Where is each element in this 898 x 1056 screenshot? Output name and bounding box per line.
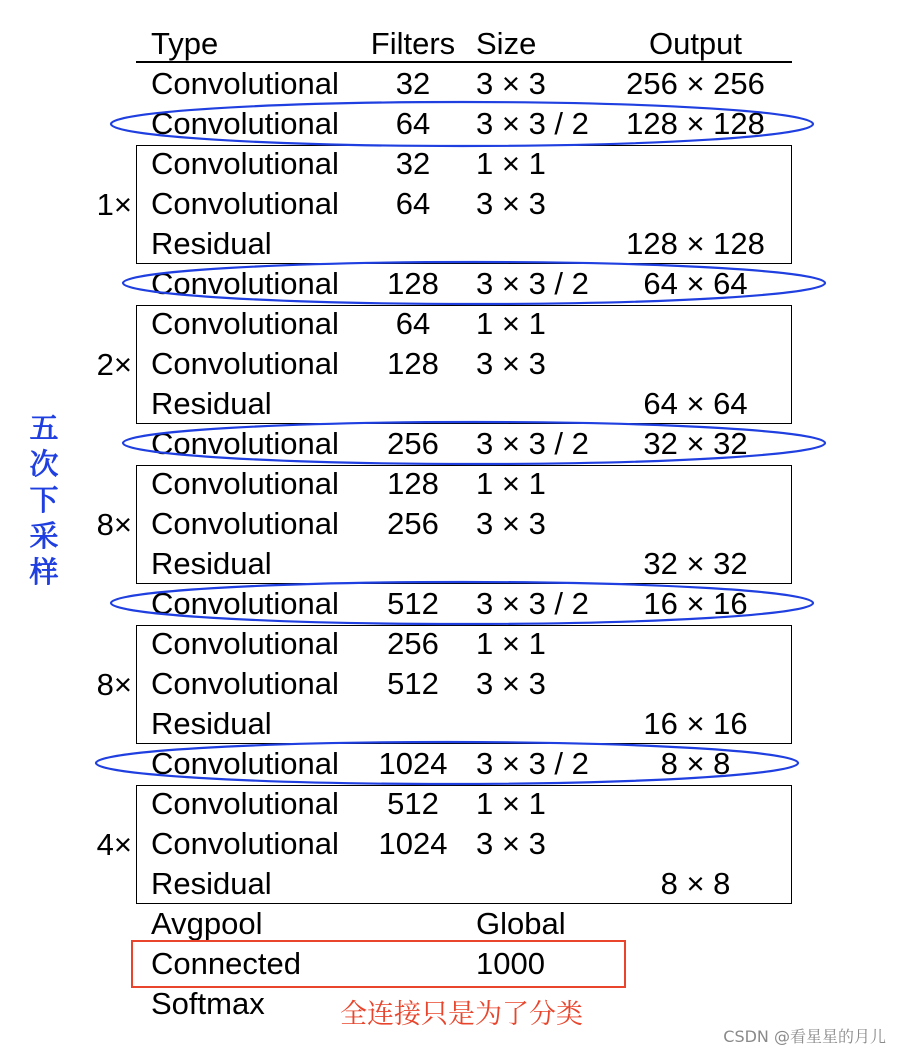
cell-size: 3 × 3 bbox=[476, 66, 546, 101]
cell-filters: 32 bbox=[395, 66, 431, 101]
cell-output: 16 × 16 bbox=[643, 586, 748, 621]
cell-type: Convolutional bbox=[151, 266, 339, 301]
cell-type: Convolutional bbox=[151, 786, 339, 821]
cell-output: 16 × 16 bbox=[643, 706, 748, 741]
cell-size: 3 × 3 / 2 bbox=[476, 426, 589, 461]
cell-filters: 1024 bbox=[378, 826, 448, 861]
cell-filters: 64 bbox=[395, 306, 431, 341]
block-multiplier: 2× bbox=[96, 347, 132, 382]
side-label bbox=[24, 410, 64, 590]
cell-filters: 128 bbox=[387, 346, 439, 381]
block-multiplier: 8× bbox=[96, 507, 132, 542]
cell-output: 32 × 32 bbox=[643, 426, 748, 461]
cell-filters: 256 bbox=[387, 426, 439, 461]
cell-size: 1 × 1 bbox=[476, 466, 546, 501]
cell-filters: 64 bbox=[395, 106, 431, 141]
downsample-ellipse bbox=[96, 742, 798, 784]
header-type: Type bbox=[151, 26, 219, 61]
cell-size: 3 × 3 bbox=[476, 186, 546, 221]
cell-filters: 32 bbox=[395, 146, 431, 181]
cell-size: 3 × 3 bbox=[476, 666, 546, 701]
cell-type: Convolutional bbox=[151, 346, 339, 381]
watermark: CSDN @看星星的月儿 bbox=[723, 1027, 886, 1046]
cell-size: Global bbox=[476, 906, 566, 941]
cell-type: Convolutional bbox=[151, 306, 339, 341]
side-label-char: 下 bbox=[29, 483, 59, 517]
cell-filters: 512 bbox=[387, 586, 439, 621]
cell-output: 8 × 8 bbox=[660, 746, 731, 781]
cell-type: Convolutional bbox=[151, 506, 339, 541]
header-output: Output bbox=[648, 26, 743, 61]
cell-size: 1 × 1 bbox=[476, 626, 546, 661]
cell-type: Convolutional bbox=[151, 746, 339, 781]
cell-type: Convolutional bbox=[151, 826, 339, 861]
cell-type: Residual bbox=[151, 386, 272, 421]
cell-filters: 128 bbox=[387, 466, 439, 501]
cell-type: Residual bbox=[151, 546, 272, 581]
cell-type: Softmax bbox=[151, 986, 265, 1021]
cell-output: 8 × 8 bbox=[660, 866, 731, 901]
cell-output: 32 × 32 bbox=[643, 546, 748, 581]
cell-output: 64 × 64 bbox=[643, 266, 748, 301]
cell-filters: 512 bbox=[387, 666, 439, 701]
cell-size: 1 × 1 bbox=[476, 786, 546, 821]
side-label-char: 次 bbox=[29, 447, 59, 481]
downsample-ellipse bbox=[111, 102, 813, 146]
cell-filters: 256 bbox=[387, 506, 439, 541]
cell-filters: 1024 bbox=[378, 746, 448, 781]
cell-type: Convolutional bbox=[151, 626, 339, 661]
downsample-ellipse bbox=[111, 582, 813, 624]
header-filters: Filters bbox=[370, 26, 456, 61]
header-size: Size bbox=[476, 26, 537, 61]
cell-type: Avgpool bbox=[151, 906, 263, 941]
cell-output: 128 × 128 bbox=[626, 226, 765, 261]
side-label-char: 五 bbox=[29, 411, 59, 445]
cell-filters: 128 bbox=[387, 266, 439, 301]
cell-type: Convolutional bbox=[151, 466, 339, 501]
connected-note: 全连接只是为了分类 bbox=[340, 999, 583, 1030]
cell-size: 3 × 3 bbox=[476, 346, 546, 381]
cell-output: 128 × 128 bbox=[626, 106, 765, 141]
cell-filters: 64 bbox=[395, 186, 431, 221]
cell-type: Convolutional bbox=[151, 106, 339, 141]
cell-type: Residual bbox=[151, 706, 272, 741]
cell-output: 256 × 256 bbox=[626, 66, 765, 101]
cell-size: 3 × 3 / 2 bbox=[476, 586, 589, 621]
cell-type: Convolutional bbox=[151, 666, 339, 701]
downsample-ellipse bbox=[123, 262, 825, 304]
cell-type: Convolutional bbox=[151, 586, 339, 621]
cell-output: 64 × 64 bbox=[643, 386, 748, 421]
cell-type: Connected bbox=[151, 946, 301, 981]
cell-filters: 256 bbox=[387, 626, 439, 661]
cell-type: Convolutional bbox=[151, 146, 339, 181]
connected-highlight-box bbox=[131, 940, 626, 988]
block-multiplier: 8× bbox=[96, 667, 132, 702]
cell-size: 1 × 1 bbox=[476, 146, 546, 181]
cell-type: Convolutional bbox=[151, 426, 339, 461]
cell-size: 1 × 1 bbox=[476, 306, 546, 341]
cell-size: 3 × 3 / 2 bbox=[476, 106, 589, 141]
side-label-char: 样 bbox=[29, 555, 59, 589]
block-multiplier: 4× bbox=[96, 827, 132, 862]
cell-type: Convolutional bbox=[151, 186, 339, 221]
cell-size: 1000 bbox=[476, 946, 545, 981]
cell-type: Convolutional bbox=[151, 66, 339, 101]
cell-size: 3 × 3 bbox=[476, 506, 546, 541]
cell-filters: 512 bbox=[387, 786, 439, 821]
downsample-ellipse bbox=[123, 422, 825, 464]
cell-size: 3 × 3 bbox=[476, 826, 546, 861]
side-label-char: 采 bbox=[29, 519, 59, 553]
cell-size: 3 × 3 / 2 bbox=[476, 746, 589, 781]
cell-type: Residual bbox=[151, 866, 272, 901]
cell-type: Residual bbox=[151, 226, 272, 261]
block-multiplier: 1× bbox=[96, 187, 132, 222]
cell-size: 3 × 3 / 2 bbox=[476, 266, 589, 301]
